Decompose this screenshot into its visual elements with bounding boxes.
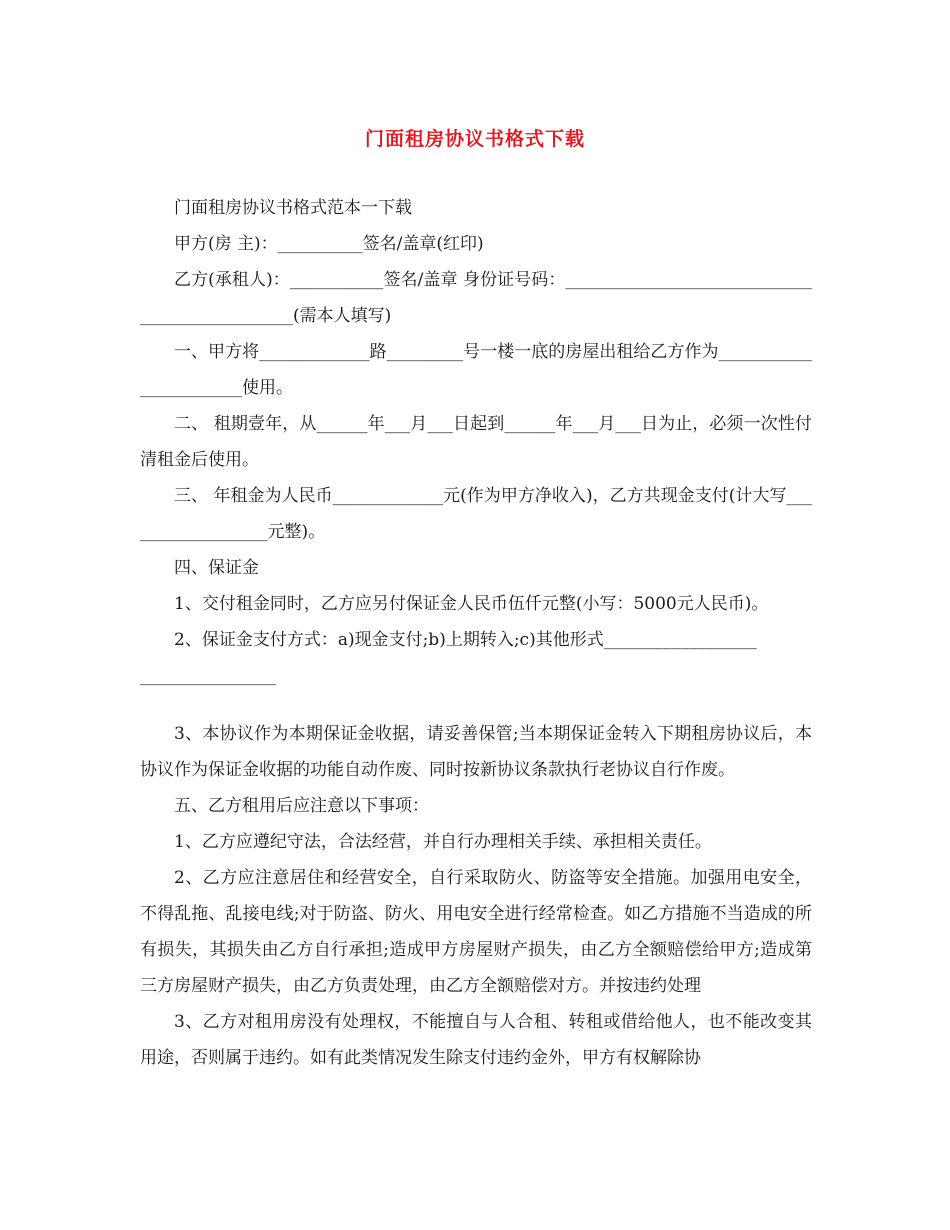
paragraph-deposit-2-continued: ________________ bbox=[140, 666, 276, 686]
paragraph-notice-1: 1、乙方应遵纪守法，合法经营，并自行办理相关手续、承担相关责任。 bbox=[174, 832, 712, 852]
paragraph-clause-5-heading: 五、乙方租用后应注意以下事项： bbox=[174, 796, 429, 816]
paragraph-clause-4-heading: 四、保证金 bbox=[174, 558, 259, 578]
paragraph-notice-3: 3、乙方对租用房没有处理权，不能擅自与人合租、转租或借给他人，也不能改变其用途，否则属于违约。如有此类情况发生除支付违约金外，甲方有权解除协 bbox=[140, 1012, 812, 1068]
paragraph-clause-2: 二、 租期壹年，从______年___月___日起到______年___月___日为止，必须一次性付清租金后使用。 bbox=[140, 414, 812, 470]
paragraph-deposit-1: 1、交付租金同时，乙方应另付保证金人民币伍仟元整(小写：5000元人民币)。 bbox=[174, 594, 769, 614]
paragraph-clause-3: 三、 年租金为人民币_____________元(作为甲方净收入)，乙方共现金支付(计大写__________________元整)。 bbox=[140, 486, 812, 542]
paragraph-party-a: 甲方(房 主)：__________签名/盖章(红印) bbox=[174, 234, 484, 254]
paragraph-deposit-2: 2、保证金支付方式：a)现金支付;b)上期转入;c)其他形式__________________ bbox=[174, 630, 757, 650]
document-body bbox=[140, 190, 812, 1076]
paragraph-clause-1: 一、甲方将_____________路_________号一楼一底的房屋出租给乙方作为_______________________使用。 bbox=[140, 342, 812, 398]
document-title: 门面租房协议书格式下载 bbox=[364, 128, 585, 150]
paragraph-subtitle: 门面租房协议书格式范本一下载 bbox=[174, 198, 412, 218]
paragraph-party-b: 乙方(承租人)：___________签名/盖章 身份证号码：_______________________________________________(需本人填写) bbox=[140, 270, 812, 326]
paragraph-notice-2: 2、乙方应注意居住和经营安全，自行采取防火、防盗等安全措施。加强用电安全，不得乱拖、乱接电线;对于防盗、防火、用电安全进行经常检查。如乙方措施不当造成的所有损失，其损失由乙方自行承担;造成甲方房屋财产损失，由乙方全额赔偿给甲方;造成第三方房屋财产损失，由乙方负责处理，由乙方全额赔偿对方。并按违约处理 bbox=[140, 868, 812, 996]
paragraph-deposit-3: 3、本协议作为本期保证金收据，请妥善保管;当本期保证金转入下期租房协议后，本协议作为保证金收据的功能自动作废、同时按新协议条款执行老协议自行作废。 bbox=[140, 724, 812, 780]
paragraph-spacer bbox=[140, 694, 812, 716]
